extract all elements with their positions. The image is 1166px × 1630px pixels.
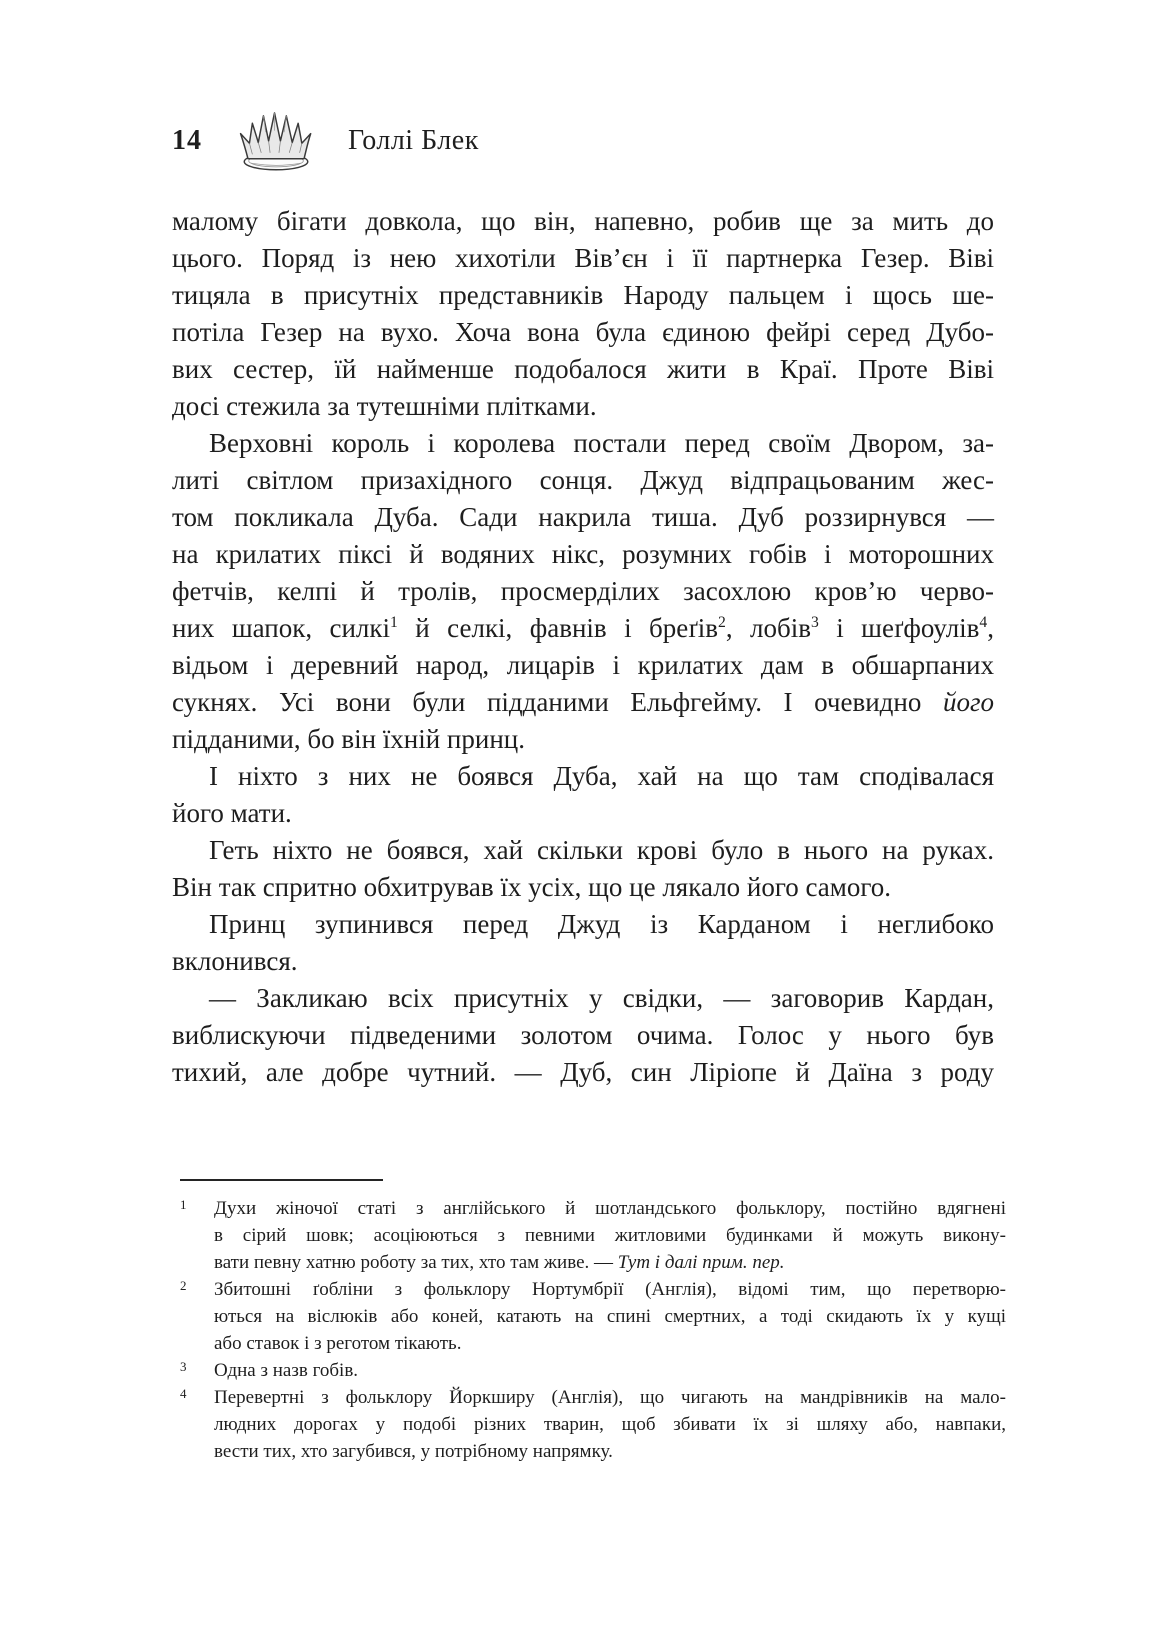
footnote-4 [180,1384,1006,1465]
text-run: , лобів [725,613,811,643]
main-text [172,203,994,1091]
footnote-marker: 1 [180,1197,187,1212]
text-line: том покликала Дуба. Сади накрила тиша. Дуб роззирнувся — [172,502,994,532]
text-line: Верховні король і королева постали перед своїм Двором, за- [209,428,994,458]
text-line: литі світлом призахідного сонця. Джуд відпрацьованим жес- [172,465,994,495]
footnote-ref-2: 2 [717,614,726,631]
footnote-line: Перевертні з фольклору Йоркширу (Англія), що чигають на мандрівників на мало- [214,1387,1006,1408]
text-line: його мати. [172,798,292,828]
text-line: потіла Гезер на вухо. Хоча вона була єдиною фейрі серед Дубо- [172,317,994,347]
footnote-2 [180,1276,1006,1357]
running-header [172,110,479,172]
text-line: фетчів, келпі й тролів, просмерділих засохлою кров’ю черво- [172,576,994,606]
text-line: виблискуючи підведеними золотом очима. Голос у нього був [172,1020,994,1050]
footnote-line: в сірий шовк; асоціюються з певними житловими будинками й можуть викону- [214,1225,1006,1246]
text-run: вати певну хатню роботу за тих, хто там живе. — [214,1252,618,1273]
footnotes [180,1195,1006,1465]
paragraph [172,906,994,980]
text-line: досі стежила за тутешніми плітками. [172,391,597,421]
footnote-line: Збитошні ґобліни з фольклору Нортумбрії (Англія), відомі тим, що перетворю- [214,1279,1006,1300]
paragraph [172,203,994,425]
footnote-line: Духи жіночої статі з англійського й шотландського фольклору, постійно вдягнені [214,1198,1006,1219]
text-line: на крилатих піксі й водяних нікс, розумних гобів і моторошних [172,539,994,569]
footnote-ref-1: 1 [390,614,398,631]
paragraph [172,980,994,1091]
text-line: Принц зупинився перед Джуд із Карданом і неглибоко [209,909,994,939]
text-line: — Закликаю всіх присутніх у свідки, — заговорив Кардан, [209,983,994,1013]
text-line: відьом і деревний народ, лицарів і крилатих дам в обшарпаних [172,650,994,680]
paragraph [172,425,994,758]
footnote-ref-3: 3 [810,614,819,631]
crown-icon [230,110,322,172]
text-line-with-footnote-refs [172,610,994,647]
footnote-line-with-emphasis [214,1249,1006,1276]
footnote-ref-4: 4 [979,614,988,631]
paragraph [172,832,994,906]
footnote-text [214,1276,1006,1357]
footnote-line: ються на віслюків або коней, катають на спині смертних, а тоді скидають їх у кущі [214,1306,1006,1327]
footnote-marker: 3 [180,1359,187,1374]
footnote-line: або ставок і з реготом тікають. [214,1333,462,1354]
text-run: сукнях. Усі вони були підданими Ельфгейму. І очевидно [172,687,943,717]
page-number: 14 [172,125,202,156]
text-line: вих сестер, їй найменше подобалося жити в Краї. Проте Віві [172,354,994,384]
emphasized-word: його [942,687,994,717]
text-line: малому бігати довкола, що він, напевно, робив ще за мить до [172,206,994,236]
text-line: Він так спритно обхитрував їх усіх, що це лякало його самого. [172,872,892,902]
footnote-text [214,1384,1006,1465]
text-run: й селкі, фавнів і бреґів [397,613,718,643]
text-line: І ніхто з них не боявся Дуба, хай на що там сподівалася [209,761,994,791]
translator-note: Тут і далі прим. пер. [617,1252,785,1273]
footnote-line: людних дорогах у подобі різних тварин, щоб збивати їх зі шляху або, навпаки, [214,1414,1006,1435]
footnote-marker: 2 [180,1278,187,1293]
text-line: підданими, бо він їхній принц. [172,724,525,754]
text-run: , [987,613,994,643]
text-run: і шеґфоулів [818,613,980,643]
paragraph [172,758,994,832]
footnote-3 [180,1357,1006,1384]
footnote-line: вести тих, хто загубився, у потрібному напрямку. [214,1441,613,1462]
text-run: них шапок, силкі [172,613,391,643]
footnote-divider [180,1179,383,1181]
text-line: цього. Поряд із нею хихотіли Вів’єн і її партнерка Гезер. Віві [172,243,994,273]
footnote-1 [180,1195,1006,1276]
footnote-marker: 4 [180,1386,187,1401]
footnote-text [214,1357,1006,1384]
text-line: Геть ніхто не боявся, хай скільки крові було в нього на руках. [209,835,994,865]
text-line: вклонився. [172,946,298,976]
text-line: тихий, але добре чутний. — Дуб, син Ліріопе й Даїна з роду [172,1057,994,1087]
text-line-with-emphasis [172,684,994,721]
running-title: Голлі Блек [348,125,479,156]
text-line: тицяла в присутніх представників Народу пальцем і щось ше- [172,280,994,310]
footnote-line: Одна з назв гобів. [214,1360,359,1381]
footnote-text [214,1195,1006,1276]
